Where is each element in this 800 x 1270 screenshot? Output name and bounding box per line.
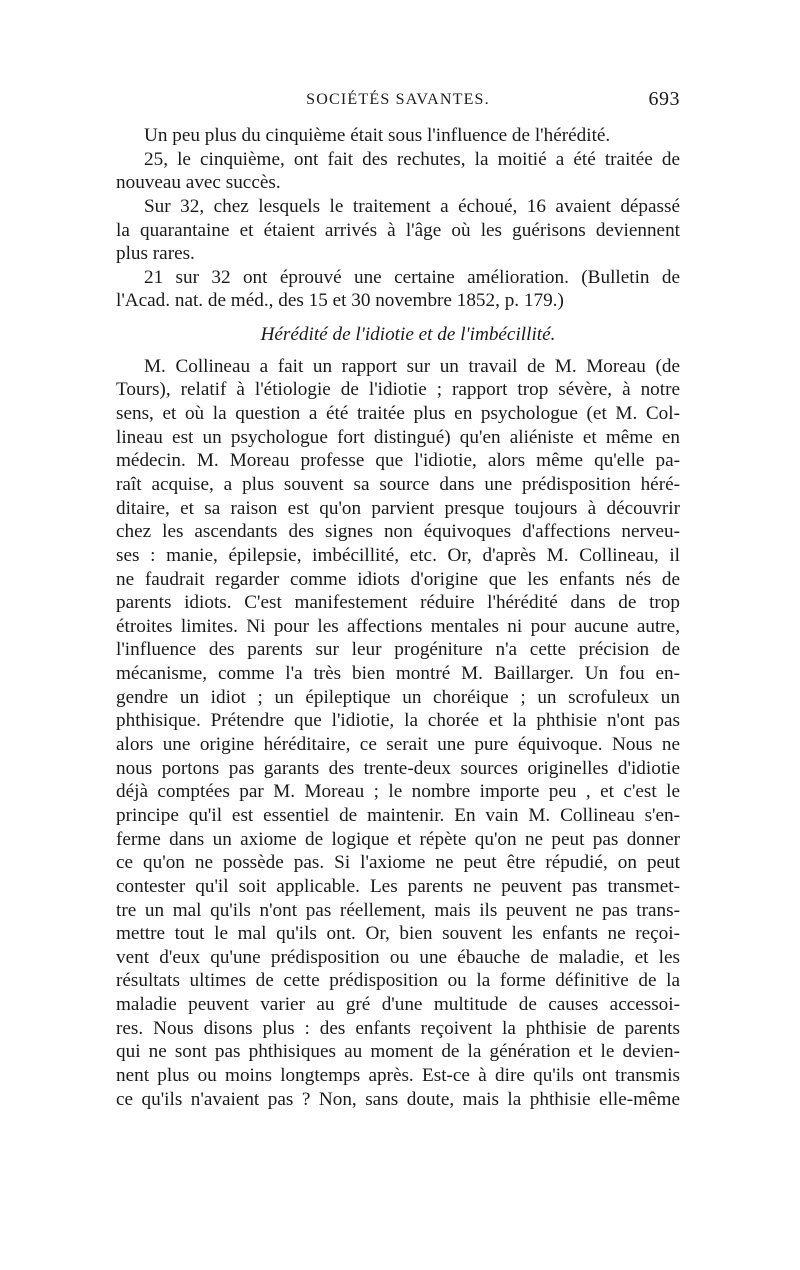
text-line: nouveau avec succès. (116, 172, 281, 194)
text-line: M. Collineau a fait un rapport sur un travail de M. Moreau (de (144, 355, 680, 377)
section-title: Hérédité de l'idiotie et de l'imbécillité. (260, 324, 556, 346)
text-line: mécanisme, comme l'a très bien montré M. Baillarger. Un fou en- (116, 663, 680, 685)
text-line: 21 sur 32 ont éprouvé une certaine amélioration. (Bulletin de (144, 266, 680, 288)
text-line: phthisique. Prétendre que l'idiotie, la chorée et la phthisie n'ont pas (116, 710, 680, 732)
running-head: SOCIÉTÉS SAVANTES. (306, 91, 490, 108)
text-line: l'Acad. nat. de méd., des 15 et 30 novembre 1852, p. 179.) (116, 290, 564, 312)
text-line: res. Nous disons plus : des enfants reçoivent la phthisie de parents (116, 1017, 680, 1039)
text-line: sens, et où la question a été traitée plus en psychologue (et M. Col- (116, 403, 680, 425)
paragraph-2 (116, 148, 680, 195)
text-line: gendre un idiot ; un épileptique un choréique ; un scrofuleux un (116, 686, 680, 708)
text-line: ce qu'ils n'avaient pas ? Non, sans doute, mais la phthisie elle-même (116, 1088, 680, 1110)
text-line: ditaire, et sa raison est qu'on parvient presque toujours à découvrir (116, 497, 680, 519)
paragraph-4 (116, 266, 680, 313)
text-line: nent plus ou moins longtemps après. Est-ce à dire qu'ils ont transmis (116, 1064, 680, 1086)
page-number: 693 (648, 88, 680, 110)
text-line: principe qu'il est essentiel de maintenir. En vain M. Collineau s'en- (116, 804, 680, 826)
text-line: étroites limites. Ni pour les affections mentales ni pour aucune autre, (116, 615, 680, 637)
paragraph-5 (116, 355, 680, 1112)
page-header (116, 88, 680, 114)
text-line: parents idiots. C'est manifestement réduire l'hérédité dans de trop (116, 592, 680, 614)
text-line: nous portons pas garants des trente-deux sources originelles d'idiotie (116, 757, 680, 779)
text-line: lineau est un psychologue fort distingué) qu'en aliéniste et même en (116, 426, 680, 448)
body-text (116, 124, 680, 1111)
text-line: raît acquise, a plus souvent sa source dans une prédisposition héré- (116, 473, 680, 495)
text-line: résultats ultimes de cette prédisposition ou la forme définitive de la (116, 970, 680, 992)
text-line: contester qu'il soit applicable. Les parents ne peuvent pas transmet- (116, 875, 680, 897)
text-line: qui ne sont pas phthisiques au moment de la génération et le devien- (116, 1041, 680, 1063)
text-line: 25, le cinquième, ont fait des rechutes, la moitié a été traitée de (144, 148, 680, 170)
text-line: maladie peuvent varier au gré d'une multitude de causes accessoi- (116, 994, 680, 1016)
text-line: Sur 32, chez lesquels le traitement a échoué, 16 avaient dépassé (144, 195, 680, 217)
paragraph-1 (116, 124, 680, 148)
text-line: médecin. M. Moreau professe que l'idiotie, alors même qu'elle pa- (116, 450, 680, 472)
text-line: vent d'eux qu'une prédisposition ou une ébauche de maladie, et les (116, 946, 680, 968)
text-line: ce qu'on ne possède pas. Si l'axiome ne peut être répudié, on peut (116, 852, 680, 874)
text-line: ne faudrait regarder comme idiots d'origine que les enfants nés de (116, 568, 680, 590)
text-line: ferme dans un axiome de logique et répète qu'on ne peut pas donner (116, 828, 680, 850)
text-line: l'influence des parents sur leur progéniture n'a cette précision de (116, 639, 680, 661)
text-line: plus rares. (116, 243, 195, 265)
text-line: mettre tout le mal qu'ils ont. Or, bien souvent les enfants ne reçoi- (116, 923, 680, 945)
text-line: la quarantaine et étaient arrivés à l'âge où les guérisons deviennent (116, 219, 680, 241)
text-line: Tours), relatif à l'étiologie de l'idiotie ; rapport trop sévère, à notre (116, 379, 680, 401)
text-line: déjà comptées par M. Moreau ; le nombre importe peu , et c'est le (116, 781, 680, 803)
text-line: Un peu plus du cinquième était sous l'influence de l'hérédité. (144, 125, 611, 146)
text-line: tre un mal qu'ils n'ont pas réellement, mais ils peuvent ne pas trans- (116, 899, 680, 921)
text-line: chez les ascendants des signes non équivoques d'affections nerveu- (116, 521, 680, 543)
text-line: ses : manie, épilepsie, imbécillité, etc. Or, d'après M. Collineau, il (116, 544, 680, 566)
text-line: alors une origine héréditaire, ce serait une pure équivoque. Nous ne (116, 734, 680, 756)
paragraph-3 (116, 195, 680, 266)
